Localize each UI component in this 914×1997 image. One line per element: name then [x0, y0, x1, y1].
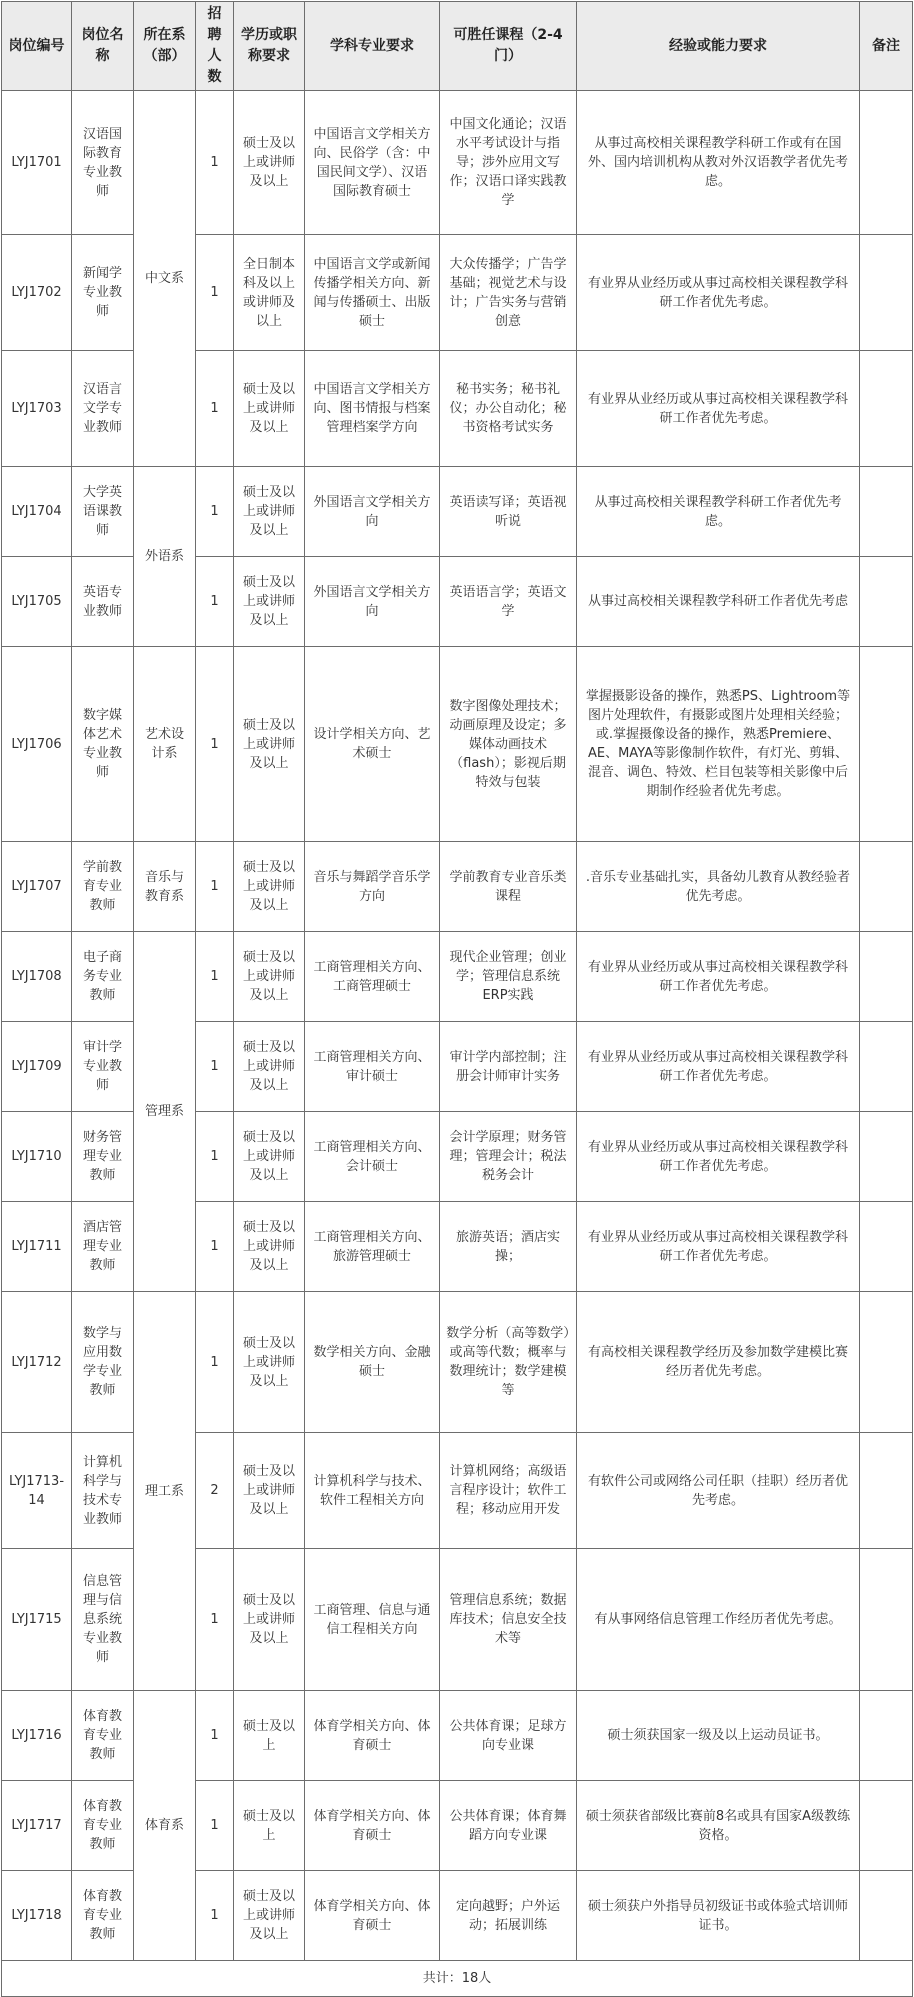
- major-requirement: 工商管理相关方向、工商管理硕士: [305, 932, 440, 1022]
- courses: 英语读写译；英语视听说: [440, 467, 577, 557]
- experience-requirement: 从事过高校相关课程教学科研工作者优先考虑: [577, 557, 860, 647]
- position-code: LYJ1717: [2, 1781, 72, 1871]
- position-code: LYJ1711: [2, 1202, 72, 1292]
- hire-count: 1: [196, 91, 234, 235]
- courses: 管理信息系统；数据库技术；信息安全技术等: [440, 1549, 577, 1691]
- courses: 数字图像处理技术；动画原理及设定；多媒体动画技术（flash）；影视后期特效与包装: [440, 647, 577, 842]
- courses: 公共体育课；体育舞蹈方向专业课: [440, 1781, 577, 1871]
- department-cell: 理工系: [134, 1292, 196, 1691]
- major-requirement: 体育学相关方向、体育硕士: [305, 1871, 440, 1961]
- courses: 大众传播学；广告学基础；视觉艺术与设计；广告实务与营销创意: [440, 235, 577, 351]
- header-degree: 学历或职称要求: [234, 2, 305, 91]
- courses: 秘书实务；秘书礼仪；办公自动化；秘书资格考试实务: [440, 351, 577, 467]
- header-row: [2, 2, 913, 91]
- note: [860, 842, 913, 932]
- experience-requirement: 有高校相关课程教学经历及参加数学建模比赛经历者优先考虑。: [577, 1292, 860, 1433]
- position-code: LYJ1705: [2, 557, 72, 647]
- degree-requirement: 硕士及以上或讲师及以上: [234, 1202, 305, 1292]
- table-row: [2, 1691, 913, 1781]
- hire-count: 2: [196, 1433, 234, 1549]
- hire-count: 1: [196, 1691, 234, 1781]
- major-requirement: 工商管理、信息与通信工程相关方向: [305, 1549, 440, 1691]
- note: [860, 351, 913, 467]
- degree-requirement: 硕士及以上或讲师及以上: [234, 467, 305, 557]
- department-cell: 外语系: [134, 467, 196, 647]
- major-requirement: 数学相关方向、金融硕士: [305, 1292, 440, 1433]
- degree-requirement: 硕士及以上或讲师及以上: [234, 351, 305, 467]
- position-name: 数字媒体艺术专业教师: [72, 647, 134, 842]
- courses: 公共体育课；足球方向专业课: [440, 1691, 577, 1781]
- degree-requirement: 硕士及以上或讲师及以上: [234, 842, 305, 932]
- header-code: 岗位编号: [2, 2, 72, 91]
- position-name: 英语专业教师: [72, 557, 134, 647]
- position-code: LYJ1710: [2, 1112, 72, 1202]
- major-requirement: 中国语言文学或新闻传播学相关方向、新闻与传播硕士、出版硕士: [305, 235, 440, 351]
- position-code: LYJ1716: [2, 1691, 72, 1781]
- note: [860, 557, 913, 647]
- note: [860, 235, 913, 351]
- major-requirement: 工商管理相关方向、会计硕士: [305, 1112, 440, 1202]
- experience-requirement: .音乐专业基础扎实，具备幼儿教育从教经验者优先考虑。: [577, 842, 860, 932]
- courses: 审计学内部控制；注册会计师审计实务: [440, 1022, 577, 1112]
- courses: 会计学原理；财务管理；管理会计；税法税务会计: [440, 1112, 577, 1202]
- degree-requirement: 硕士及以上或讲师及以上: [234, 932, 305, 1022]
- table-row: [2, 467, 913, 557]
- major-requirement: 计算机科学与技术、软件工程相关方向: [305, 1433, 440, 1549]
- degree-requirement: 硕士及以上或讲师及以上: [234, 1022, 305, 1112]
- hire-count: 1: [196, 1871, 234, 1961]
- position-name: 汉语国际教育专业教师: [72, 91, 134, 235]
- degree-requirement: 硕士及以上: [234, 1781, 305, 1871]
- position-name: 酒店管理专业教师: [72, 1202, 134, 1292]
- hire-count: 1: [196, 1781, 234, 1871]
- recruitment-table: [1, 1, 913, 1997]
- major-requirement: 中国语言文学相关方向、民俗学（含：中国民间文学）、汉语国际教育硕士: [305, 91, 440, 235]
- header-count: 招聘人数: [196, 2, 234, 91]
- courses: 定向越野；户外运动；拓展训练: [440, 1871, 577, 1961]
- experience-requirement: 从事过高校相关课程教学科研工作者优先考虑。: [577, 467, 860, 557]
- position-name: 计算机科学与技术专业教师: [72, 1433, 134, 1549]
- note: [860, 1691, 913, 1781]
- position-name: 大学英语课教师: [72, 467, 134, 557]
- table-row: [2, 842, 913, 932]
- header-courses: 可胜任课程（2-4门）: [440, 2, 577, 91]
- position-code: LYJ1715: [2, 1549, 72, 1691]
- degree-requirement: 硕士及以上或讲师及以上: [234, 1871, 305, 1961]
- note: [860, 1202, 913, 1292]
- header-position-name: 岗位名称: [72, 2, 134, 91]
- major-requirement: 外国语言文学相关方向: [305, 467, 440, 557]
- major-requirement: 外国语言文学相关方向: [305, 557, 440, 647]
- position-name: 信息管理与信息系统专业教师: [72, 1549, 134, 1691]
- hire-count: 1: [196, 351, 234, 467]
- note: [860, 1022, 913, 1112]
- note: [860, 1549, 913, 1691]
- major-requirement: 设计学相关方向、艺术硕士: [305, 647, 440, 842]
- position-code: LYJ1701: [2, 91, 72, 235]
- hire-count: 1: [196, 647, 234, 842]
- position-code: LYJ1702: [2, 235, 72, 351]
- degree-requirement: 硕士及以上或讲师及以上: [234, 557, 305, 647]
- degree-requirement: 硕士及以上或讲师及以上: [234, 1549, 305, 1691]
- table-row: [2, 91, 913, 235]
- position-code: LYJ1708: [2, 932, 72, 1022]
- table-row: [2, 647, 913, 842]
- hire-count: 1: [196, 1022, 234, 1112]
- total-row: [2, 1961, 913, 1997]
- degree-requirement: 硕士及以上或讲师及以上: [234, 91, 305, 235]
- experience-requirement: 硕士须获省部级比赛前8名或具有国家A级教练资格。: [577, 1781, 860, 1871]
- hire-count: 1: [196, 842, 234, 932]
- position-name: 数学与应用数学专业教师: [72, 1292, 134, 1433]
- hire-count: 1: [196, 557, 234, 647]
- note: [860, 467, 913, 557]
- courses: 数学分析（高等数学）或高等代数；概率与数理统计；数学建模等: [440, 1292, 577, 1433]
- department-cell: 体育系: [134, 1691, 196, 1961]
- position-code: LYJ1709: [2, 1022, 72, 1112]
- note: [860, 1292, 913, 1433]
- degree-requirement: 硕士及以上或讲师及以上: [234, 1112, 305, 1202]
- header-experience: 经验或能力要求: [577, 2, 860, 91]
- position-name: 财务管理专业教师: [72, 1112, 134, 1202]
- position-name: 审计学专业教师: [72, 1022, 134, 1112]
- table-row: [2, 1292, 913, 1433]
- note: [860, 647, 913, 842]
- hire-count: 1: [196, 1202, 234, 1292]
- department-cell: 音乐与教育系: [134, 842, 196, 932]
- total-count: 共计：18人: [2, 1961, 913, 1997]
- note: [860, 91, 913, 235]
- position-code: LYJ1706: [2, 647, 72, 842]
- hire-count: 1: [196, 467, 234, 557]
- major-requirement: 工商管理相关方向、旅游管理硕士: [305, 1202, 440, 1292]
- experience-requirement: 有从事网络信息管理工作经历者优先考虑。: [577, 1549, 860, 1691]
- experience-requirement: 有软件公司或网络公司任职（挂职）经历者优先考虑。: [577, 1433, 860, 1549]
- note: [860, 1781, 913, 1871]
- major-requirement: 中国语言文学相关方向、图书情报与档案管理档案学方向: [305, 351, 440, 467]
- position-name: 体育教育专业教师: [72, 1871, 134, 1961]
- position-code: LYJ1713-14: [2, 1433, 72, 1549]
- position-code: LYJ1707: [2, 842, 72, 932]
- major-requirement: 音乐与舞蹈学音乐学方向: [305, 842, 440, 932]
- note: [860, 932, 913, 1022]
- courses: 现代企业管理；创业学；管理信息系统ERP实践: [440, 932, 577, 1022]
- major-requirement: 体育学相关方向、体育硕士: [305, 1781, 440, 1871]
- table-row: [2, 932, 913, 1022]
- position-code: LYJ1704: [2, 467, 72, 557]
- experience-requirement: 从事过高校相关课程教学科研工作或有在国外、国内培训机构从教对外汉语教学者优先考虑。: [577, 91, 860, 235]
- major-requirement: 工商管理相关方向、审计硕士: [305, 1022, 440, 1112]
- position-code: LYJ1712: [2, 1292, 72, 1433]
- experience-requirement: 有业界从业经历或从事过高校相关课程教学科研工作者优先考虑。: [577, 1022, 860, 1112]
- degree-requirement: 硕士及以上或讲师及以上: [234, 1292, 305, 1433]
- major-requirement: 体育学相关方向、体育硕士: [305, 1691, 440, 1781]
- position-name: 学前教育专业教师: [72, 842, 134, 932]
- hire-count: 1: [196, 932, 234, 1022]
- courses: 英语语言学；英语文学: [440, 557, 577, 647]
- courses: 旅游英语；酒店实操；: [440, 1202, 577, 1292]
- header-major: 学科专业要求: [305, 2, 440, 91]
- position-code: LYJ1703: [2, 351, 72, 467]
- experience-requirement: 掌握摄影设备的操作，熟悉PS、Lightroom等图片处理软件，有摄影或图片处理相关经验；或.掌握摄像设备的操作，熟悉Premiere、AE、MAYA等影像制作软件，有灯光、剪辑、混音、调色、特效、栏目包装等相关影像中后期制作经验者优先考虑。: [577, 647, 860, 842]
- department-cell: 中文系: [134, 91, 196, 467]
- position-name: 电子商务专业教师: [72, 932, 134, 1022]
- department-cell: 艺术设计系: [134, 647, 196, 842]
- experience-requirement: 硕士须获国家一级及以上运动员证书。: [577, 1691, 860, 1781]
- degree-requirement: 硕士及以上: [234, 1691, 305, 1781]
- header-note: 备注: [860, 2, 913, 91]
- experience-requirement: 有业界从业经历或从事过高校相关课程教学科研工作者优先考虑。: [577, 932, 860, 1022]
- note: [860, 1112, 913, 1202]
- position-name: 汉语言文学专业教师: [72, 351, 134, 467]
- hire-count: 1: [196, 1292, 234, 1433]
- position-name: 体育教育专业教师: [72, 1781, 134, 1871]
- degree-requirement: 硕士及以上或讲师及以上: [234, 647, 305, 842]
- hire-count: 1: [196, 235, 234, 351]
- experience-requirement: 有业界从业经历或从事过高校相关课程教学科研工作者优先考虑。: [577, 1202, 860, 1292]
- position-name: 体育教育专业教师: [72, 1691, 134, 1781]
- courses: 学前教育专业音乐类课程: [440, 842, 577, 932]
- experience-requirement: 有业界从业经历或从事过高校相关课程教学科研工作者优先考虑。: [577, 351, 860, 467]
- hire-count: 1: [196, 1549, 234, 1691]
- courses: 中国文化通论；汉语水平考试设计与指导；涉外应用文写作；汉语口译实践教学: [440, 91, 577, 235]
- department-cell: 管理系: [134, 932, 196, 1292]
- hire-count: 1: [196, 1112, 234, 1202]
- position-code: LYJ1718: [2, 1871, 72, 1961]
- experience-requirement: 有业界从业经历或从事过高校相关课程教学科研工作者优先考虑。: [577, 235, 860, 351]
- header-department: 所在系（部）: [134, 2, 196, 91]
- experience-requirement: 硕士须获户外指导员初级证书或体验式培训师证书。: [577, 1871, 860, 1961]
- degree-requirement: 硕士及以上或讲师及以上: [234, 1433, 305, 1549]
- note: [860, 1433, 913, 1549]
- experience-requirement: 有业界从业经历或从事过高校相关课程教学科研工作者优先考虑。: [577, 1112, 860, 1202]
- degree-requirement: 全日制本科及以上或讲师及以上: [234, 235, 305, 351]
- note: [860, 1871, 913, 1961]
- courses: 计算机网络；高级语言程序设计；软件工程；移动应用开发: [440, 1433, 577, 1549]
- position-name: 新闻学专业教师: [72, 235, 134, 351]
